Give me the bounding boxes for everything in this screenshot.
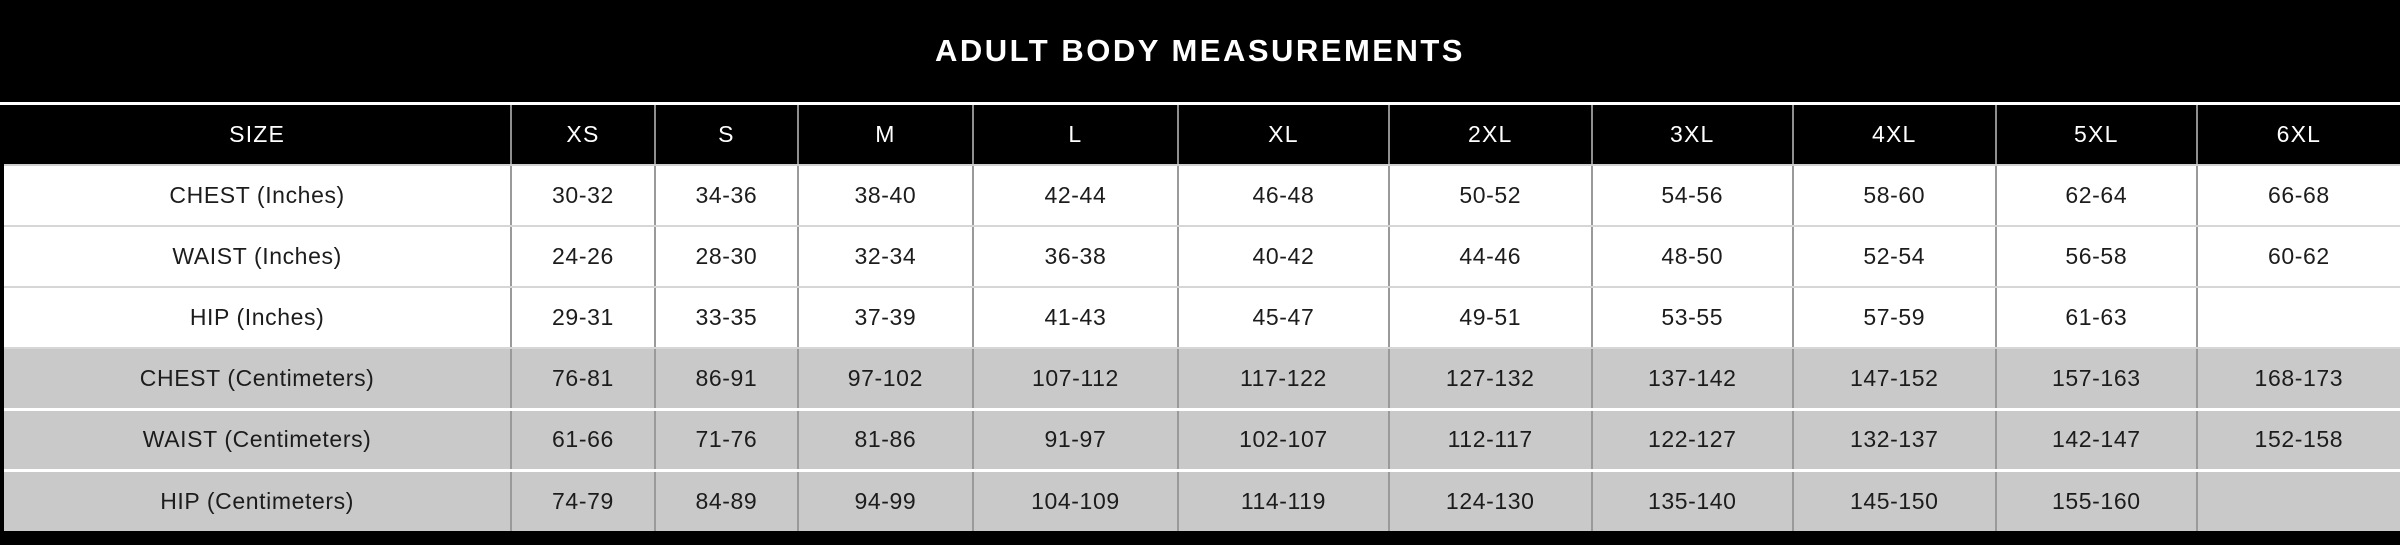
title-bar (0, 0, 2400, 105)
measurement-cell: 157-163 (1996, 348, 2197, 409)
measurement-cell: 37-39 (798, 287, 973, 348)
measurement-cell: 29-31 (511, 287, 654, 348)
measurement-cell: 32-34 (798, 226, 973, 287)
measurement-cell: 44-46 (1389, 226, 1592, 287)
measurement-cell: 152-158 (2197, 409, 2400, 470)
measurement-cell: 97-102 (798, 348, 973, 409)
measurement-cell (2197, 287, 2400, 348)
measurement-cell: 74-79 (511, 470, 654, 531)
measurement-cell: 50-52 (1389, 165, 1592, 226)
measurement-cell: 28-30 (655, 226, 798, 287)
table-header (2, 105, 2400, 165)
measurement-cell: 76-81 (511, 348, 654, 409)
measurement-cell: 46-48 (1178, 165, 1388, 226)
table-row (2, 348, 2400, 409)
measurement-cell: 61-66 (511, 409, 654, 470)
row-label: WAIST (Inches) (2, 226, 511, 287)
header-cell-xs: XS (511, 105, 654, 165)
header-cell-6xl: 6XL (2197, 105, 2400, 165)
measurement-cell: 34-36 (655, 165, 798, 226)
measurement-cell: 142-147 (1996, 409, 2197, 470)
measurement-cell: 40-42 (1178, 226, 1388, 287)
measurement-cell: 57-59 (1793, 287, 1996, 348)
measurement-cell: 45-47 (1178, 287, 1388, 348)
measurement-cell: 42-44 (973, 165, 1179, 226)
header-cell-s: S (655, 105, 798, 165)
measurement-cell: 168-173 (2197, 348, 2400, 409)
measurement-cell: 135-140 (1592, 470, 1793, 531)
measurement-cell: 41-43 (973, 287, 1179, 348)
row-label: HIP (Centimeters) (2, 470, 511, 531)
measurement-cell: 53-55 (1592, 287, 1793, 348)
measurement-cell: 137-142 (1592, 348, 1793, 409)
row-label: HIP (Inches) (2, 287, 511, 348)
measurement-cell: 145-150 (1793, 470, 1996, 531)
measurement-cell: 107-112 (973, 348, 1179, 409)
size-chart-table (0, 105, 2400, 531)
header-cell-size: SIZE (2, 105, 511, 165)
measurement-cell: 94-99 (798, 470, 973, 531)
table-row (2, 165, 2400, 226)
measurement-cell: 127-132 (1389, 348, 1592, 409)
measurement-cell: 24-26 (511, 226, 654, 287)
measurement-cell: 56-58 (1996, 226, 2197, 287)
table-row (2, 226, 2400, 287)
table-body (2, 165, 2400, 531)
header-cell-l: L (973, 105, 1179, 165)
row-label: CHEST (Inches) (2, 165, 511, 226)
measurement-cell: 33-35 (655, 287, 798, 348)
table-row (2, 409, 2400, 470)
header-cell-4xl: 4XL (1793, 105, 1996, 165)
measurement-cell: 58-60 (1793, 165, 1996, 226)
header-cell-2xl: 2XL (1389, 105, 1592, 165)
row-label: CHEST (Centimeters) (2, 348, 511, 409)
header-cell-3xl: 3XL (1592, 105, 1793, 165)
header-row (2, 105, 2400, 165)
measurement-cell: 91-97 (973, 409, 1179, 470)
measurement-cell: 124-130 (1389, 470, 1592, 531)
header-cell-5xl: 5XL (1996, 105, 2197, 165)
measurement-cell: 132-137 (1793, 409, 1996, 470)
measurement-cell: 71-76 (655, 409, 798, 470)
measurement-cell: 86-91 (655, 348, 798, 409)
measurement-cell: 114-119 (1178, 470, 1388, 531)
measurement-cell: 66-68 (2197, 165, 2400, 226)
measurement-cell: 48-50 (1592, 226, 1793, 287)
table-row (2, 470, 2400, 531)
measurement-cell: 81-86 (798, 409, 973, 470)
measurement-cell: 104-109 (973, 470, 1179, 531)
measurement-cell: 84-89 (655, 470, 798, 531)
measurement-cell (2197, 470, 2400, 531)
measurement-cell: 36-38 (973, 226, 1179, 287)
table-row (2, 287, 2400, 348)
measurement-cell: 30-32 (511, 165, 654, 226)
measurement-cell: 61-63 (1996, 287, 2197, 348)
page-title: ADULT BODY MEASUREMENTS (935, 33, 1465, 68)
measurement-cell: 49-51 (1389, 287, 1592, 348)
measurement-cell: 102-107 (1178, 409, 1388, 470)
measurement-cell: 54-56 (1592, 165, 1793, 226)
measurement-cell: 112-117 (1389, 409, 1592, 470)
measurement-cell: 117-122 (1178, 348, 1388, 409)
header-cell-xl: XL (1178, 105, 1388, 165)
measurement-cell: 60-62 (2197, 226, 2400, 287)
measurement-cell: 122-127 (1592, 409, 1793, 470)
row-label: WAIST (Centimeters) (2, 409, 511, 470)
measurement-cell: 38-40 (798, 165, 973, 226)
measurement-cell: 147-152 (1793, 348, 1996, 409)
header-cell-m: M (798, 105, 973, 165)
measurement-cell: 62-64 (1996, 165, 2197, 226)
measurement-cell: 52-54 (1793, 226, 1996, 287)
measurement-cell: 155-160 (1996, 470, 2197, 531)
